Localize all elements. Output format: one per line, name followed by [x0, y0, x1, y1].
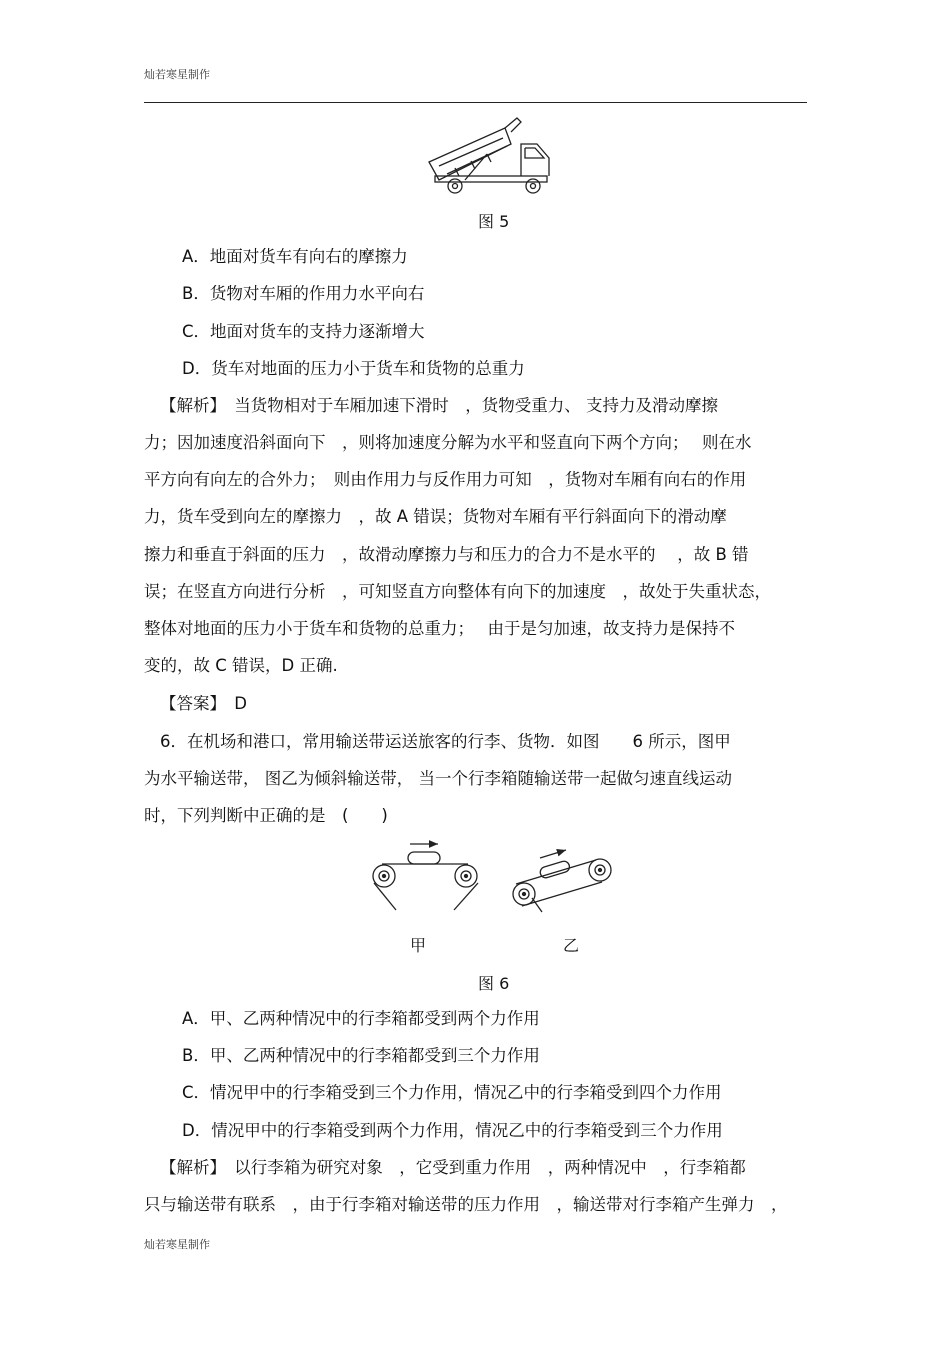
rear-wheel — [448, 179, 462, 193]
figure-5-caption: 图 5 — [478, 212, 510, 231]
dump-truck-figure — [425, 114, 560, 196]
q6-analysis-line: 只与输送带有联系 ，由于行李箱对输送带的压力作用 ，输送带对行李箱产生弹力 ， — [144, 1195, 788, 1214]
q5-analysis-line: 【解析】 当货物相对于车厢加速下滑时 ，货物受重力、 支持力及滑动摩擦 — [160, 396, 718, 415]
q5-option-b: B．货物对车厢的作用力水平向右 — [182, 284, 425, 303]
figure-6-label-yi: 乙 — [563, 936, 580, 955]
q6-stem-line: 时，下列判断中正确的是 ( ) — [144, 806, 388, 825]
q6-stem-line: 6．在机场和港口，常用输送带运送旅客的行李、货物．如图 6 所示，图甲 — [160, 732, 731, 751]
luggage-box-a — [408, 852, 440, 864]
q5-analysis-line: 误；在竖直方向进行分析 ，可知竖直方向整体有向下的加速度 ，故处于失重状态， — [144, 582, 771, 601]
q5-analysis-line: 变的，故 C 错误，D 正确. — [144, 656, 338, 675]
conveyor-belt-figure — [370, 838, 620, 918]
q5-answer: 【答案】 D — [160, 694, 247, 713]
motion-arrow-b — [540, 850, 566, 858]
q6-option-d: D．情况甲中的行李箱受到两个力作用，情况乙中的行李箱受到三个力作用 — [182, 1121, 723, 1140]
q5-option-d: D．货车对地面的压力小于货车和货物的总重力 — [182, 359, 525, 378]
q6-analysis-line: 【解析】 以行李箱为研究对象 ，它受到重力作用 ，两种情况中 ，行李箱都 — [160, 1158, 746, 1177]
front-wheel — [526, 179, 540, 193]
q5-option-a: A．地面对货车有向右的摩擦力 — [182, 247, 408, 266]
horizontal-conveyor — [373, 844, 478, 910]
header-rule — [144, 102, 807, 103]
q5-analysis-line: 整体对地面的压力小于货车和货物的总重力； 由于是匀加速，故支持力是保持不 — [144, 619, 735, 638]
q6-option-c: C．情况甲中的行李箱受到三个力作用，情况乙中的行李箱受到四个力作用 — [182, 1083, 722, 1102]
q5-analysis-line: 力，货车受到向左的摩擦力 ，故 A 错误；货物对车厢有平行斜面向下的滑动摩 — [144, 507, 727, 526]
q5-analysis-line: 擦力和垂直于斜面的压力 ，故滑动摩擦力与和压力的合力不是水平的 ，故 B 错 — [144, 545, 749, 564]
q6-option-b: B．甲、乙两种情况中的行李箱都受到三个力作用 — [182, 1046, 540, 1065]
inclined-conveyor — [513, 850, 611, 912]
q5-analysis-line: 平方向有向左的合外力； 则由作用力与反作用力可知 ，货物对车厢有向右的作用 — [144, 470, 747, 489]
figure-6-caption: 图 6 — [478, 974, 510, 993]
page-header: 灿若寒星制作 — [144, 68, 210, 81]
q5-analysis-line: 力；因加速度沿斜面向下 ，则将加速度分解为水平和竖直向下两个方向； 则在水 — [144, 433, 752, 452]
q6-option-a: A．甲、乙两种情况中的行李箱都受到两个力作用 — [182, 1009, 540, 1028]
q6-stem-line: 为水平输送带， 图乙为倾斜输送带， 当一个行李箱随输送带一起做匀速直线运动 — [144, 769, 732, 788]
page-footer: 灿若寒星制作 — [144, 1238, 210, 1251]
figure-6-label-jia: 甲 — [410, 936, 427, 955]
q5-option-c: C．地面对货车的支持力逐渐增大 — [182, 322, 425, 341]
truck-bed — [429, 128, 511, 180]
